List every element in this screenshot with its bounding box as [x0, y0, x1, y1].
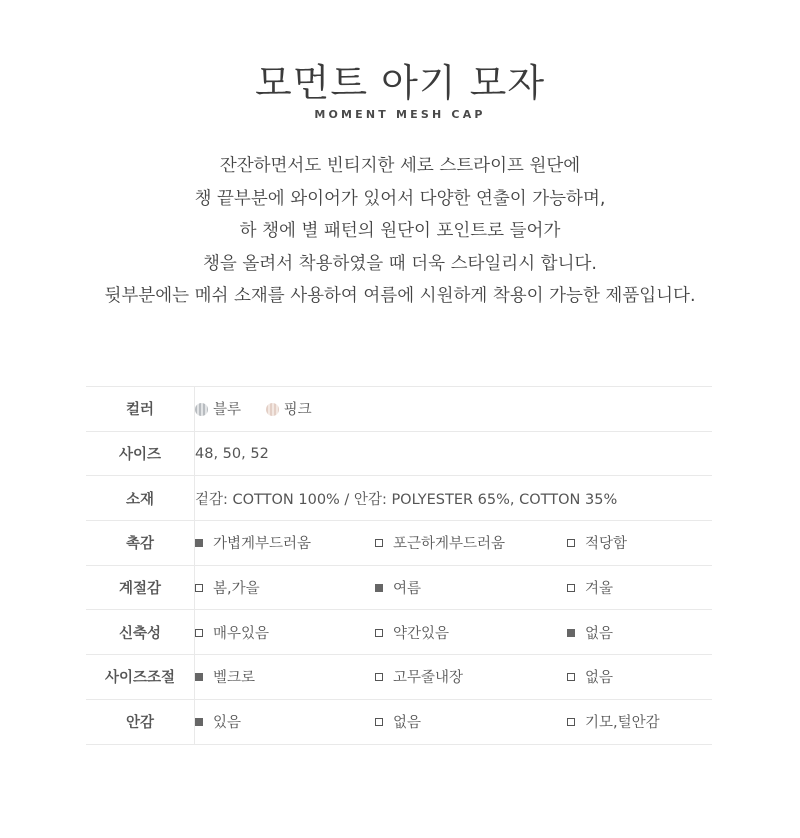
unchecked-square-icon [567, 539, 575, 547]
spec-option-label: 겨울 [585, 581, 614, 598]
spec-options [195, 655, 713, 700]
spec-label: 사이즈조절 [86, 655, 195, 700]
spec-option [567, 711, 660, 732]
spec-value: 48, 50, 52 [195, 431, 713, 476]
spec-option [375, 711, 567, 732]
spec-row-size-adjust [86, 655, 712, 700]
unchecked-square-icon [195, 629, 203, 637]
spec-option-label: 적당함 [585, 536, 628, 553]
color-name: 핑크 [283, 402, 312, 419]
checked-square-icon [195, 673, 203, 681]
spec-label: 소재 [86, 476, 195, 521]
spec-option-label: 매우있음 [213, 625, 270, 642]
spec-row-color [86, 387, 712, 432]
spec-value [195, 387, 713, 432]
spec-label: 컬러 [86, 387, 195, 432]
checked-square-icon [375, 584, 383, 592]
spec-option [567, 532, 627, 553]
spec-options [195, 610, 713, 655]
spec-option-label: 없음 [393, 715, 422, 732]
pink-stripe-swatch-icon [266, 403, 279, 416]
spec-option-label: 있음 [213, 715, 242, 732]
spec-label: 안감 [86, 699, 195, 744]
spec-label: 촉감 [86, 521, 195, 566]
spec-row-stretch [86, 610, 712, 655]
spec-value: 겉감: COTTON 100% / 안감: POLYESTER 65%, COTTON 35% [195, 476, 713, 521]
color-option-pink [266, 398, 312, 419]
spec-row-size [86, 431, 712, 476]
spec-label: 계절감 [86, 565, 195, 610]
spec-row-season [86, 565, 712, 610]
spec-row-texture [86, 521, 712, 566]
spec-option-label: 고무줄내장 [393, 670, 464, 687]
spec-label: 사이즈 [86, 431, 195, 476]
color-option-blue [195, 398, 241, 419]
spec-option [375, 622, 567, 643]
spec-option [567, 577, 613, 598]
unchecked-square-icon [375, 673, 383, 681]
product-title: 모먼트 아기 모자 [254, 61, 546, 105]
spec-label: 신축성 [86, 610, 195, 655]
spec-option [375, 666, 567, 687]
blue-stripe-swatch-icon [195, 403, 208, 416]
product-description [0, 150, 800, 313]
product-subtitle: MOMENT MESH CAP [314, 108, 486, 121]
spec-option [195, 532, 375, 553]
spec-option-label: 가볍게부드러움 [213, 536, 312, 553]
spec-row-lining [86, 699, 712, 744]
spec-option [567, 666, 613, 687]
spec-option-label: 약간있음 [393, 625, 450, 642]
description-line: 잔잔하면서도 빈티지한 세로 스트라이프 원단에 [219, 156, 581, 176]
spec-option [375, 577, 567, 598]
spec-option [195, 666, 375, 687]
unchecked-square-icon [195, 584, 203, 592]
spec-option-label: 없음 [585, 670, 614, 687]
color-name: 블루 [213, 402, 242, 419]
spec-options [195, 699, 713, 744]
checked-square-icon [195, 539, 203, 547]
description-line: 하 챙에 별 패턴의 원단이 포인트로 들어가 [239, 221, 561, 241]
description-line: 챙을 올려서 착용하였을 때 더욱 스타일리시 합니다. [203, 253, 597, 274]
spec-option [195, 711, 375, 732]
spec-option [375, 532, 567, 553]
spec-option-label: 포근하게부드러움 [393, 536, 506, 553]
spec-option-label: 벨크로 [213, 670, 256, 687]
spec-option [195, 577, 375, 598]
spec-option-label: 봄,가을 [213, 581, 260, 598]
checked-square-icon [195, 718, 203, 726]
unchecked-square-icon [567, 673, 575, 681]
spec-table [86, 386, 712, 745]
spec-option-label: 기모,털안감 [585, 715, 660, 732]
unchecked-square-icon [375, 629, 383, 637]
spec-option-label: 여름 [393, 581, 422, 598]
spec-options [195, 521, 713, 566]
unchecked-square-icon [375, 718, 383, 726]
unchecked-square-icon [567, 718, 575, 726]
unchecked-square-icon [567, 584, 575, 592]
spec-row-material [86, 476, 712, 521]
description-line: 챙 끝부분에 와이어가 있어서 다양한 연출이 가능하며, [194, 188, 606, 209]
checked-square-icon [567, 629, 575, 637]
spec-options [195, 565, 713, 610]
unchecked-square-icon [375, 539, 383, 547]
spec-option [195, 622, 375, 643]
spec-option-label: 없음 [585, 625, 614, 642]
spec-option [567, 622, 613, 643]
description-line: 뒷부분에는 메쉬 소재를 사용하여 여름에 시원하게 착용이 가능한 제품입니다. [104, 286, 696, 306]
